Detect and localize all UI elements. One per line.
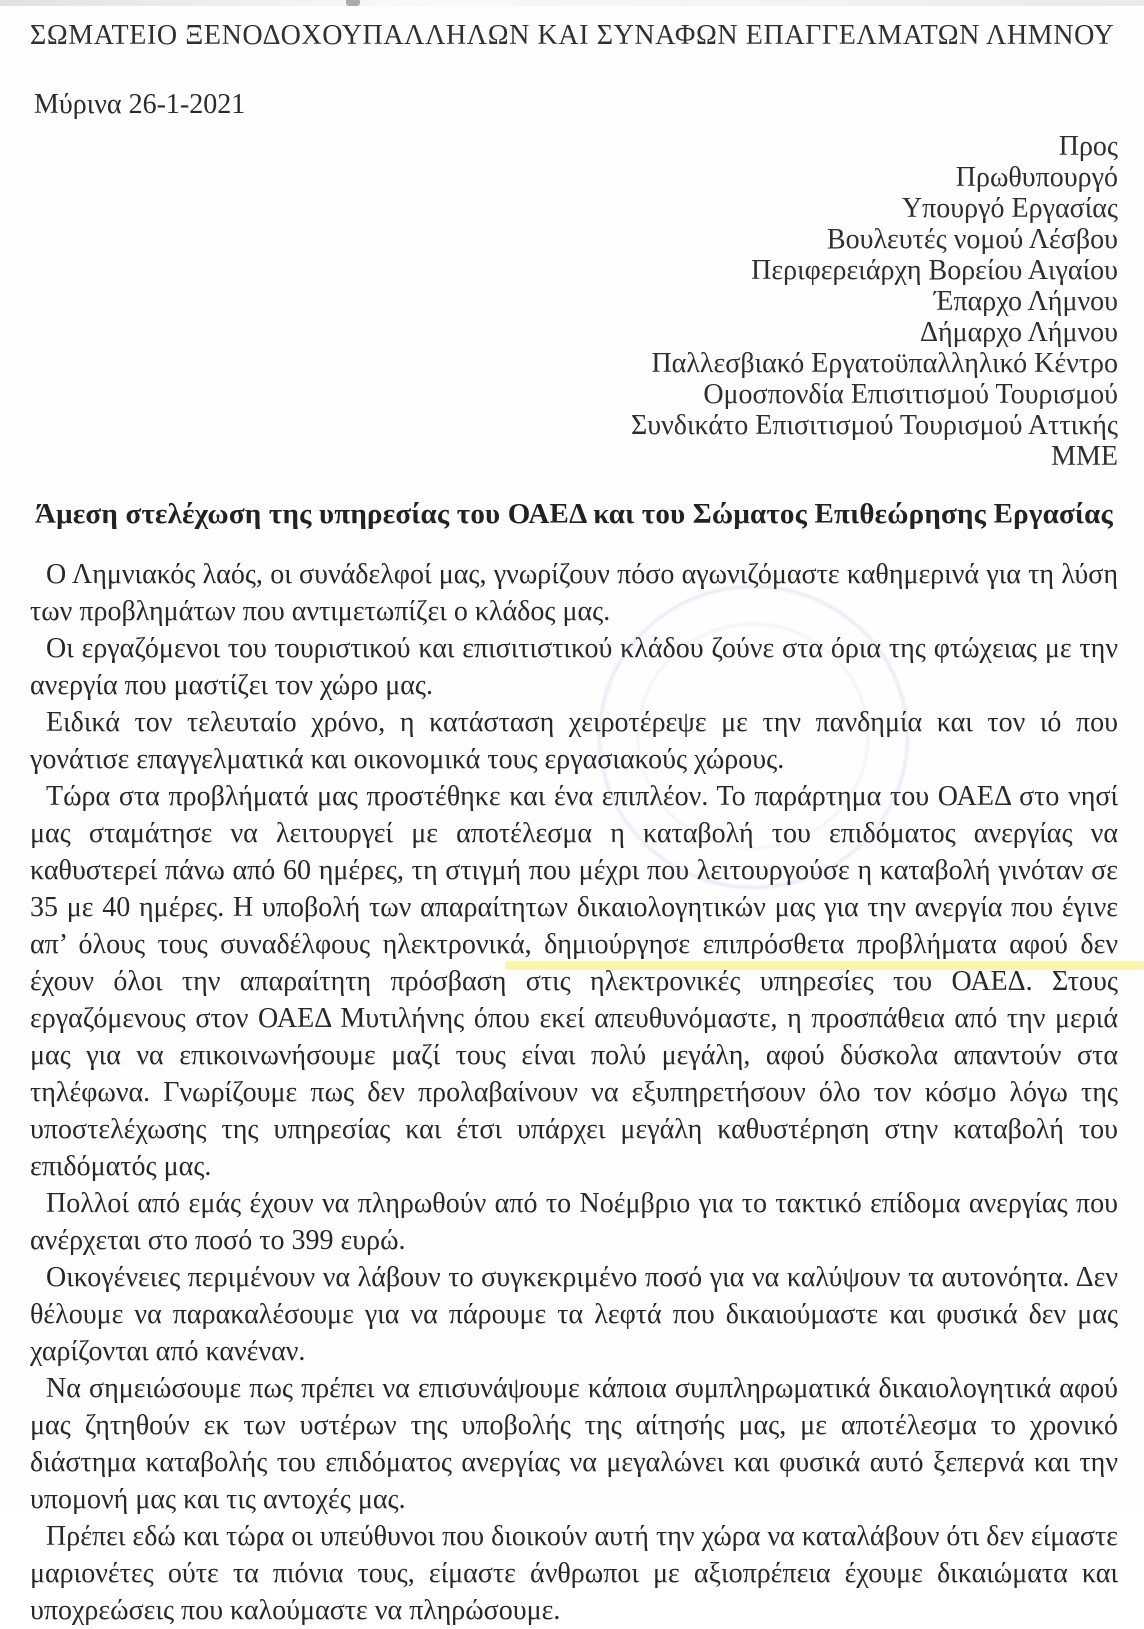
- letter-body: [30, 556, 1118, 1629]
- paragraph: Οικογένειες περιμένουν να λάβουν το συγκεκριμένο ποσό για να καλύψουν τα αυτονόητα. Δεν θέλουμε να παρακαλέσουμε για να πάρουμε τα λεφτά που δικαιούμαστε και φυσικά δεν μας χαρίζονται από κανέναν.: [30, 1262, 1118, 1367]
- recipient-line: Περιφερειάρχη Βορείου Αιγαίου: [751, 255, 1118, 286]
- paragraph: Ο Λημνιακός λαός, οι συνάδελφοί μας, γνωρίζουν πόσο αγωνιζόμαστε καθημερινά για τη λύση των προβλημάτων που αντιμετωπίζει ο κλάδος μας.: [30, 559, 1118, 627]
- scan-artifact-tick: [346, 0, 360, 6]
- recipient-line: Παλλεσβιακό Εργατοϋπαλληλικό Κέντρο: [651, 348, 1118, 379]
- recipient-line: Πρωθυπουργό: [955, 162, 1118, 193]
- recipient-line: Συνδικάτο Επισιτισμού Τουρισμού Αττικής: [630, 410, 1118, 441]
- paragraph: Πολλοί από εμάς έχουν να πληρωθούν από το Νοέμβριο για το τακτικό επίδομα ανεργίας που ανέρχεται στο ποσό το 399 ευρώ.: [30, 1188, 1118, 1256]
- paragraph: Οι εργαζόμενοι του τουριστικού και επισιτιστικού κλάδου ζούνε στα όρια της φτώχειας με την ανεργία που μαστίζει τον χώρο μας.: [30, 633, 1118, 701]
- paragraph: Τώρα στα προβλήματά μας προστέθηκε και ένα επιπλέον. Το παράρτημα του ΟΑΕΔ στο νησί μας σταμάτησε να λειτουργεί με αποτέλεσμα η καταβολή του επιδόματος ανεργίας να καθυστερεί πάνω από 60 ημέρες, τη στιγμή που μέχρι που λειτουργούσε η καταβολή γινόταν σε 35 με 40 ημέρες. Η υποβολή των απαραίτητων δικαιολογητικών μας για την ανεργία που έγινε απ’ όλους τους συναδέλφους ηλεκτρονικά, δημιούργησε επιπρόσθετα προβλήματα αφού δεν έχουν όλοι την απαραίτητη πρόσβαση στις ηλεκτρονικές υπηρεσίες του ΟΑΕΔ. Στους εργαζόμενους στον ΟΑΕΔ Μυτιλήνης όπου εκεί απευθυνόμαστε, η προσπάθεια από την μεριά μας για να επικοινωνήσουμε μαζί τους είναι πολύ μεγάλη, αφού δύσκολα απαντούν στα τηλέφωνα. Γνωρίζουμε πως δεν προλαβαίνουν να εξυπηρετήσουν όλο τον κόσμο λόγω της υποστελέχωσης της υπηρεσίας και έτσι υπάρχει μεγάλη καθυστέρηση στην καταβολή του επιδόματός μας.: [30, 781, 1118, 1182]
- scan-artifact-top: [0, 0, 1144, 6]
- recipient-line: Έπαρχο Λήμνου: [934, 286, 1118, 317]
- paragraph: Πρέπει εδώ και τώρα οι υπεύθυνοι που διοικούν αυτή την χώρα να καταλάβουν ότι δεν είμαστε μαριονέτες ούτε τα πιόνια τους, είμαστε άνθρωποι με αξιοπρέπεια έχουμε δικαιώματα και υποχρεώσεις που καλούμαστε να πληρώσουμε.: [30, 1521, 1118, 1626]
- recipient-line: Υπουργό Εργασίας: [901, 193, 1118, 224]
- recipient-line: Δήμαρχο Λήμνου: [919, 317, 1118, 348]
- recipients-label: Προς: [1058, 131, 1118, 162]
- recipient-line: Βουλευτές νομού Λέσβου: [826, 224, 1118, 255]
- letter-title: Άμεση στελέχωση της υπηρεσίας του ΟΑΕΔ και του Σώματος Επιθεώρησης Εργασίας: [35, 498, 1113, 530]
- paragraph: Ειδικά τον τελευταίο χρόνο, η κατάσταση χειροτέρεψε με την πανδημία και τον ιό που γονάτισε επαγγελματικά και οικονομικά τους εργασιακούς χώρους.: [30, 707, 1118, 775]
- union-name: ΣΩΜΑΤΕΙΟ ΞΕΝΟΔΟΧΟΥΠΑΛΛΗΛΩΝ ΚΑΙ ΣΥΝΑΦΩΝ ΕΠΑΓΓΕΛΜΑΤΩΝ ΛΗΜΝΟΥ: [30, 20, 1115, 51]
- paragraph: Να σημειώσουμε πως πρέπει να επισυνάψουμε κάποια συμπληρωματικά δικαιολογητικά αφού μας ζητηθούν εκ των υστέρων της υποβολής της αίτησής μας, με αποτέλεσμα το χρονικό διάστημα καταβολής του επιδόματος ανεργίας να μεγαλώνει και φυσικά αυτό ξεπερνά και την υπομονή μας και τις αντοχές μας.: [30, 1373, 1118, 1515]
- recipient-line: Ομοσπονδία Επισιτισμού Τουρισμού: [703, 379, 1118, 410]
- recipients-block: [30, 131, 1118, 472]
- place-date: Μύρινα 26-1-2021: [34, 89, 246, 120]
- recipient-line: ΜΜΕ: [1051, 441, 1118, 472]
